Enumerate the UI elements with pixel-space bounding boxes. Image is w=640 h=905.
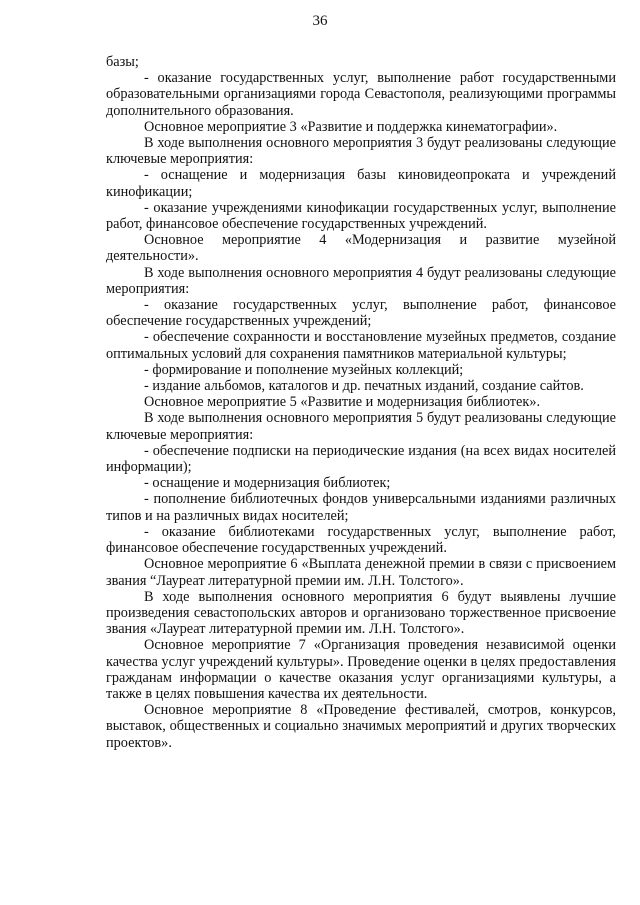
paragraph: В ходе выполнения основного мероприятия 3 будут реализованы следующие ключевые мероприятия: <box>106 135 616 168</box>
section-heading: Основное мероприятие 6 «Выплата денежной премии в связи с присвоением звания “Лауреат литературной премии им. Л.Н. Толстого». <box>106 556 616 589</box>
list-item: - оказание библиотеками государственных услуг, выполнение работ, финансовое обеспечение государственных учреждений. <box>106 523 616 557</box>
paragraph: В ходе выполнения основного мероприятия 4 будут реализованы следующие мероприятия: <box>106 264 616 297</box>
section-heading: Основное мероприятие 4 «Модернизация и развитие музейной деятельности». <box>106 232 616 265</box>
list-item: - оснащение и модернизация библиотек; <box>144 475 391 492</box>
paragraph: базы; <box>106 54 139 70</box>
list-item: - обеспечение сохранности и восстановление музейных предметов, создание оптимальных условий для сохранения памятников материальной культуры; <box>106 329 616 362</box>
section-heading: Основное мероприятие 8 «Проведение фестивалей, смотров, конкурсов, выставок, общественных и социально значимых мероприятий и других творческих проектов». <box>106 702 616 751</box>
section-heading: Основное мероприятие 5 «Развитие и модернизация библиотек». <box>144 394 541 411</box>
section-heading: Основное мероприятие 3 «Развитие и поддержка кинематографии». <box>144 118 558 135</box>
body-text <box>106 54 616 751</box>
paragraph: В ходе выполнения основного мероприятия 5 будут реализованы следующие ключевые мероприятия: <box>106 410 616 443</box>
list-item: - оснащение и модернизация базы киновидеопроката и учреждений кинофикации; <box>106 167 616 200</box>
list-item: - обеспечение подписки на периодические издания (на всех видах носителей информации); <box>106 442 616 476</box>
list-item: - пополнение библиотечных фондов универсальными изданиями различных типов и на различных видах носителей; <box>106 491 616 524</box>
list-item: - оказание государственных услуг, выполнение работ государственными образовательными организациями города Севастополя, реализующими программы дополнительного образования. <box>106 70 616 119</box>
list-item: - оказание государственных услуг, выполнение работ, финансовое обеспечение государственных учреждений; <box>106 297 616 330</box>
list-item: - формирование и пополнение музейных коллекций; <box>144 361 464 378</box>
page-number: 36 <box>312 13 328 29</box>
paragraph: В ходе выполнения основного мероприятия 6 будут выявлены лучшие произведения севастопольских авторов и организовано торжественное присвоение звания «Лауреат литературной премии им. Л.Н. Толстого». <box>106 588 616 638</box>
section-heading: Основное мероприятие 7 «Организация проведения независимой оценки качества услуг учреждений культуры». Проведение оценки в целях предоставления гражданам информации о качестве оказания услуг организациями культуры, а также в целях повышения качества их деятельности. <box>106 637 616 702</box>
list-item: - оказание учреждениями кинофикации государственных услуг, выполнение работ, финансовое обеспечение государственных учреждений. <box>106 199 616 233</box>
list-item: - издание альбомов, каталогов и др. печатных изданий, создание сайтов. <box>144 378 584 395</box>
